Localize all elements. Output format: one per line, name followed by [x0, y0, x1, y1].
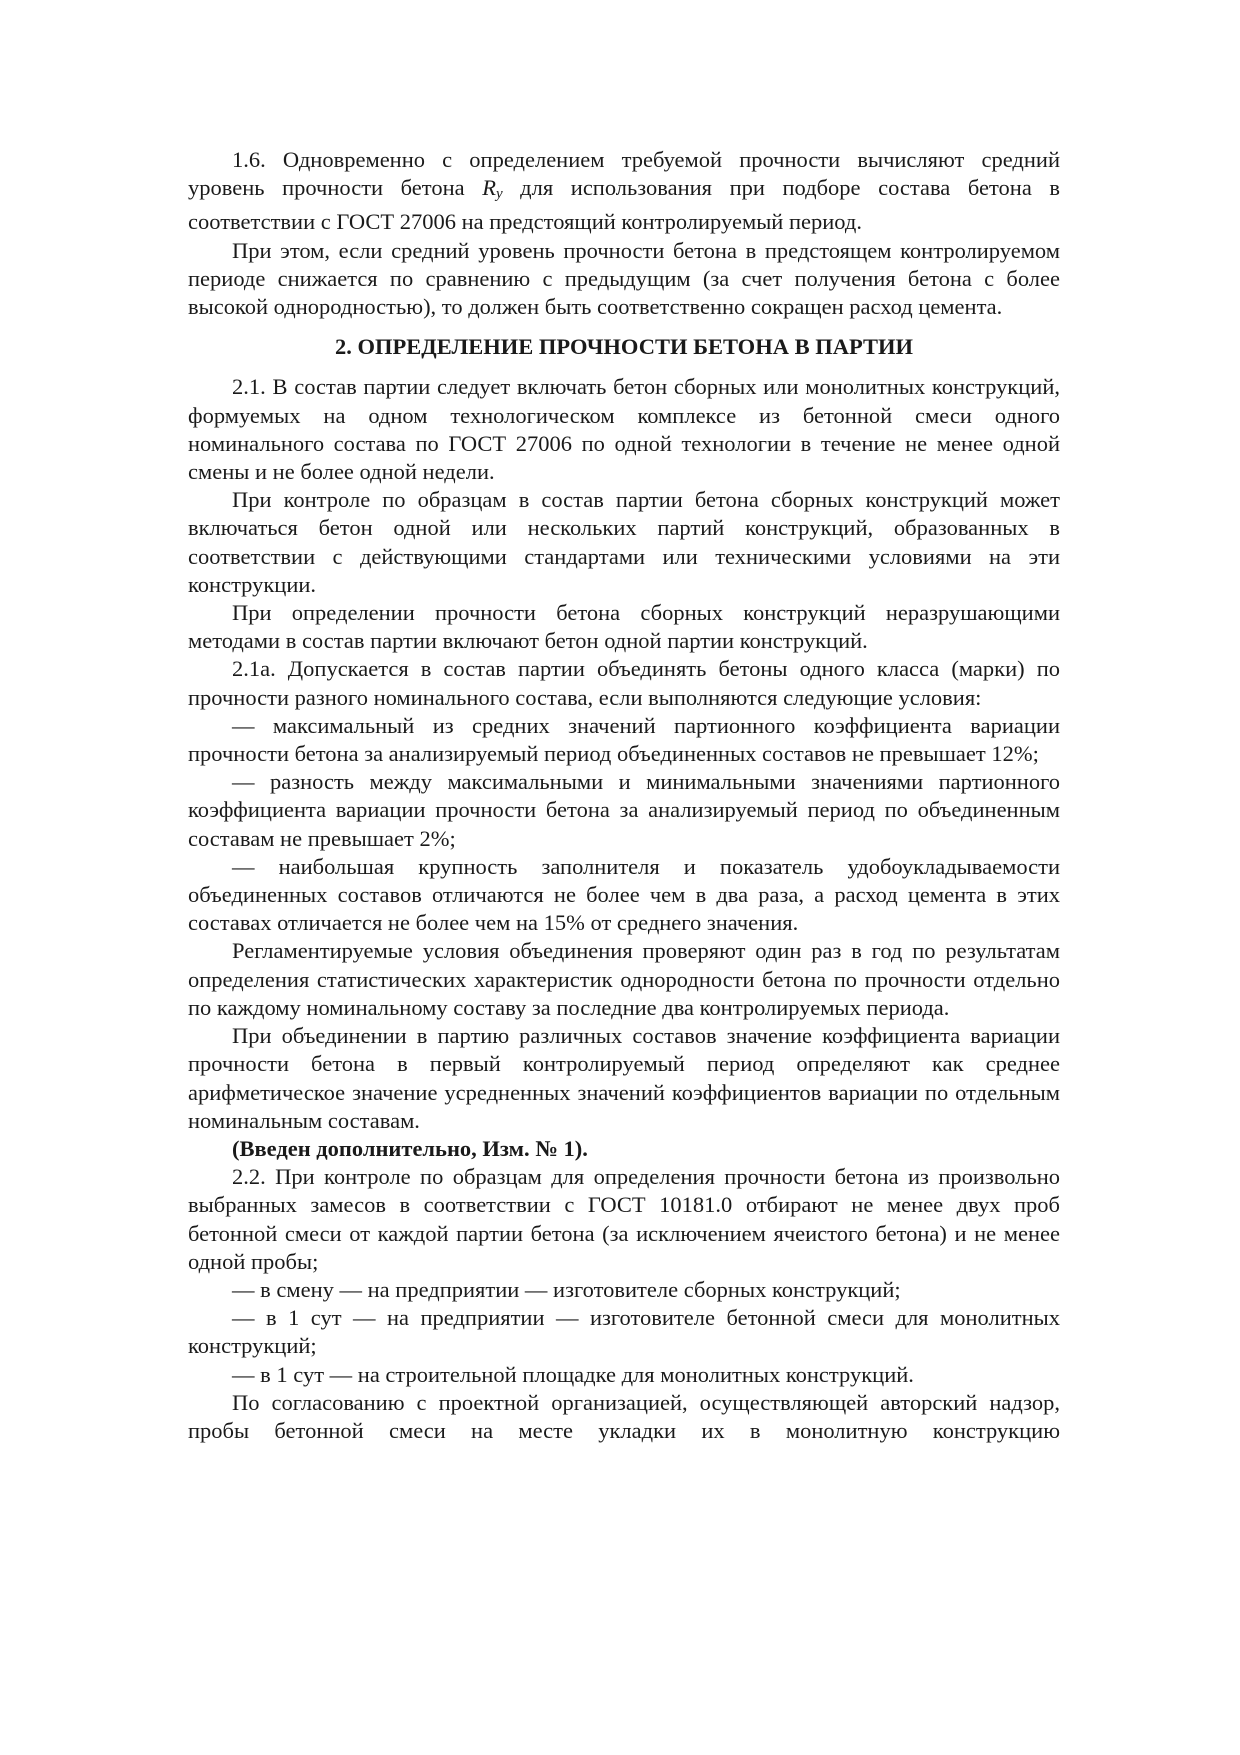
- list-item-2-1a-1: — максимальный из средних значений партионного коэффициента вариации прочности бетона за анализируемый период объединенных составов не превышает 12%;: [188, 712, 1060, 767]
- paragraph-2-1-b: При контроле по образцам в состав партии бетона сборных конструкций может включаться бетон одной или нескольких партий конструкций, образованных в соответствии с действующими стандартами или техническими условиями на эти конструкции.: [188, 487, 1060, 597]
- paragraph-2-1a: 2.1а. Допускается в состав партии объединять бетоны одного класса (марки) по прочности разного номинального состава, если выполняются следующие условия:: [188, 656, 1060, 710]
- paragraph-1-6-b: При этом, если средний уровень прочности бетона в предстоящем контролируемом периоде снижается по сравнению с предыдущим (за счет получения бетона с более высокой однородностью), то должен быть соответственно сокращен расход цемента.: [188, 237, 1060, 320]
- paragraph-2-1-c: При определении прочности бетона сборных конструкций неразрушающими методами в состав партии включают бетон одной партии конструкций.: [188, 600, 1060, 654]
- list-item-2-2-3: — в 1 сут — на строительной площадке для монолитных конструкций.: [232, 1361, 914, 1387]
- paragraph-2-1a-b: Регламентируемые условия объединения проверяют один раз в год по результатам определения статистических характеристик однородности бетона по прочности отдельно по каждому номинальному составу за последние два контролируемых периода.: [188, 938, 1060, 1020]
- strength-symbol-subscript: y: [495, 186, 503, 203]
- paragraph-1-6-text-b: для использования при подборе состава бетона в соответствии с ГОСТ 27006 на предстоящий контролируемый период.: [188, 175, 1061, 235]
- paragraph-1-6: [188, 146, 1060, 237]
- document-page: [188, 146, 1060, 1445]
- list-item-2-2-1: — в смену — на предприятии — изготовителе сборных конструкций;: [232, 1276, 901, 1302]
- amendment-note: (Введен дополнительно, Изм. № 1).: [232, 1135, 588, 1161]
- paragraph-2-1a-c: При объединении в партию различных составов значение коэффициента вариации прочности бетона в первый контролируемый период определяют как среднее арифметическое значение усредненных значений коэффициентов вариации по отдельным номинальным составам.: [188, 1023, 1060, 1133]
- section-2-heading: 2. ОПРЕДЕЛЕНИЕ ПРОЧНОСТИ БЕТОНА В ПАРТИИ: [335, 334, 913, 360]
- list-item-2-2-2: — в 1 сут — на предприятии — изготовителе бетонной смеси для монолитных конструкций;: [188, 1305, 1060, 1359]
- list-item-2-1a-2: — разность между максимальными и минимальными значениями партионного коэффициента вариации прочности бетона за анализируемый период по объединенным составам не превышает 2%;: [188, 769, 1060, 851]
- paragraph-2-2: 2.2. При контроле по образцам для определения прочности бетона из произвольно выбранных замесов в соответствии с ГОСТ 10181.0 отбирают не менее двух проб бетонной смеси от каждой партии бетона (за исключением ячеистого бетона) и не менее одной пробы;: [188, 1164, 1060, 1274]
- paragraph-2-2-b: По согласованию с проектной организацией, осуществляющей авторский надзор, пробы бетонной смеси на месте укладки их в монолитную конструкцию: [188, 1389, 1060, 1443]
- strength-symbol: R: [482, 175, 496, 201]
- list-item-2-1a-3: — наибольшая крупность заполнителя и показатель удобоукладываемости объединенных составов отличаются не более чем в два раза, а расход цемента в этих составах отличается не более чем на 15% от среднего значения.: [188, 853, 1060, 936]
- paragraph-1-6-text-a: 1.6. Одновременно с определением требуемой прочности вычисляют средний уровень прочности бетона: [188, 147, 1060, 201]
- paragraph-2-1: 2.1. В состав партии следует включать бетон сборных или монолитных конструкций, формуемых на одном технологическом комплексе из бетонной смеси одного номинального состава по ГОСТ 27006 по одной технологии в течение не менее одной смены и не более одной недели.: [188, 374, 1060, 485]
